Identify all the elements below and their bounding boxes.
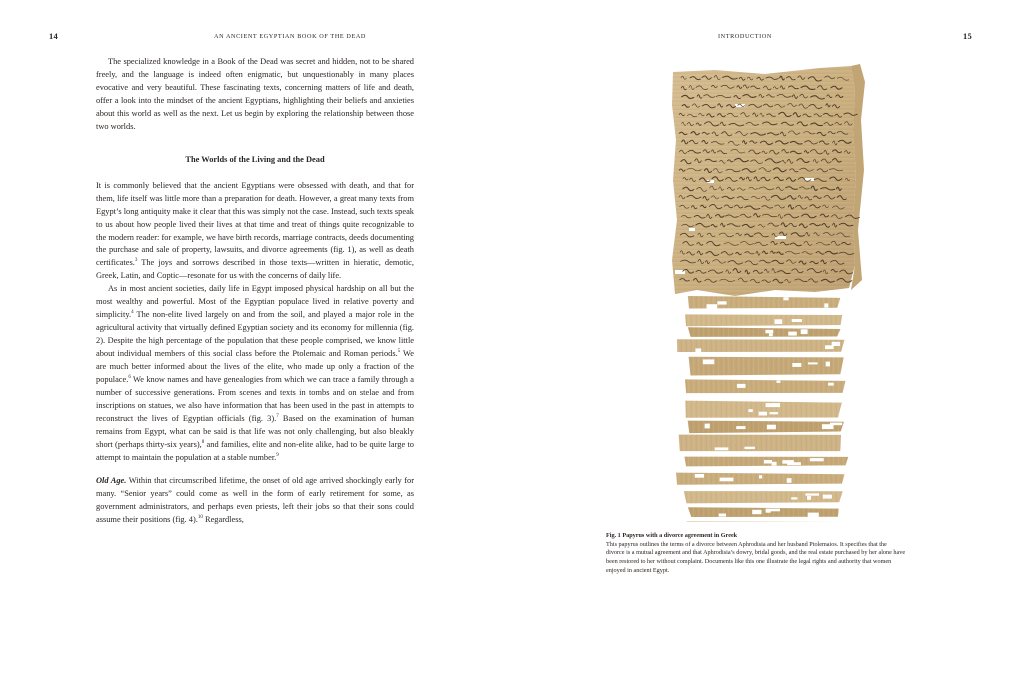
papyrus-hole <box>764 460 772 464</box>
papyrus-hole <box>822 424 834 429</box>
papyrus-hole <box>759 475 762 478</box>
body-text <box>96 56 414 527</box>
papyrus-hole <box>824 303 828 307</box>
footnote-ref[interactable]: 10 <box>197 514 203 520</box>
footnote-ref[interactable]: 6 <box>128 375 131 381</box>
papyrus-hole <box>703 359 715 364</box>
papyrus-hole <box>759 412 767 416</box>
footnote-ref[interactable]: 8 <box>201 439 205 445</box>
papyrus-hole <box>736 426 745 429</box>
papyrus-hole <box>719 514 726 517</box>
papyrus-hole <box>752 510 761 514</box>
paragraph-old-age: Old Age. Within that circumscribed lifetime, the onset of old age arrived shockingly early for many. “Senior years” could come as well in the form of early retirement for some, as government administrators, and perhaps even priests, left their jobs so that their sons could assume their positions (fig. 4).$^{10}$ Regardless, <box>96 475 414 524</box>
papyrus-hole <box>767 425 776 430</box>
papyrus-hole <box>748 409 752 412</box>
papyrus-fiber <box>688 421 844 434</box>
papyrus-hole <box>801 329 808 334</box>
running-head-left: AN ANCIENT EGYPTIAN BOOK OF THE DEAD <box>214 33 366 40</box>
papyrus-hole <box>775 319 783 324</box>
footnote-ref[interactable]: 7 <box>276 414 279 420</box>
figure-caption <box>606 532 906 576</box>
papyrus-hole <box>808 513 819 518</box>
running-head-right: INTRODUCTION <box>718 33 772 40</box>
papyrus-fiber <box>679 435 841 452</box>
papyrus-hole <box>823 495 832 499</box>
papyrus-hole <box>805 493 819 495</box>
papyrus-fiber <box>677 339 845 352</box>
papyrus-hole <box>695 348 701 352</box>
section-heading: The Worlds of the Living and the Dead <box>185 154 325 164</box>
papyrus-fiber <box>685 379 846 393</box>
papyrus-hole <box>705 424 710 429</box>
papyrus-hole <box>791 497 797 499</box>
papyrus-hole <box>745 447 755 449</box>
papyrus-hole <box>787 478 792 483</box>
paragraph-worlds: It is commonly believed that the ancient Egyptians were obsessed with death, and that for them, life itself was little more than a preparation for death. However, a great many texts from Egypt’s long antiquity make it clear that this was simply not the case. Instead, such texts speak to us about how people lived their lives at that time and treat of things quite recognizable to the modern reader: for example, we have birth records, marriage contracts, deeds documenting the purchase and sale of property, lawsuits, and divorce agreements (fig. 1), as well as death certificates.$^3$ The joys and sorrows described in those texts—written in hieratic, demotic, Greek, Latin, and Coptic—resonate for us with the concerns of daily life. <box>96 180 414 281</box>
papyrus-fiber <box>685 314 842 326</box>
papyrus-hole <box>766 403 781 407</box>
papyrus-hole <box>792 319 802 322</box>
papyrus-image <box>655 60 870 522</box>
footnote-ref[interactable]: 9 <box>276 452 279 458</box>
papyrus-hole <box>770 412 779 414</box>
papyrus-hole <box>765 330 773 334</box>
papyrus-hole <box>715 447 729 450</box>
footnote-ref[interactable]: 5 <box>397 349 401 355</box>
papyrus-hole <box>808 362 818 364</box>
papyrus-hole <box>807 496 811 500</box>
papyrus-fiber <box>687 522 840 523</box>
paragraph-daily-life: As in most ancient societies, daily life in Egypt imposed physical hardship on all but the most wealthy and powerful. Most of the Egyptian populace lived in relative poverty and simplicity.$^4$ The non-elite lived largely on and from the soil, and played a major role in the agricultural activity that virtually defined Egyptian society and its economy for millennia (fig. 2). Despite the high percentage of the population that these people comprised, we know little about individual members of this social class before the Ptolemaic and Roman periods.$^5$ We are much better informed about the lives of the elite, who made up only a fraction of the populace.$^6$ We know names and have genealogies from which we can trace a family through a number of successive generations. From scenes and texts in tombs and on stelae and from inscriptions on statues, we also have information that has been used in the past in attempts to reconstruct the lives of Egyptian officials (fig. 3).$^7$ Based on the examination of human remains from Egypt, what can be said is that life was not only challenging, but also bleakly short (perhaps thirty-six years),$^8$ and families, elite and non-elite alike, had to be quite large to attempt to maintain the population at a stable number.$^9$ <box>96 284 414 462</box>
papyrus-hole <box>717 301 726 304</box>
footnote-ref[interactable]: 4 <box>131 310 134 316</box>
footnote-ref[interactable]: 3 <box>134 258 138 264</box>
papyrus-hole <box>695 474 704 478</box>
papyrus-hole <box>832 342 841 346</box>
run-in-heading: Old Age. <box>96 475 127 485</box>
papyrus-hole <box>783 297 788 300</box>
papyrus-hole <box>828 383 834 386</box>
page-number-left: 14 <box>49 31 58 41</box>
papyrus-hole <box>772 462 777 466</box>
papyrus-hole <box>766 511 771 513</box>
papyrus-hole <box>720 478 734 482</box>
papyrus-hole <box>707 304 718 309</box>
papyrus-hole <box>769 333 773 336</box>
page-number-right: 15 <box>963 31 972 41</box>
papyrus-fiber <box>688 327 841 337</box>
papyrus-hole <box>826 362 830 367</box>
papyrus-hole <box>788 332 797 336</box>
caption-text: This papyrus outlines the terms of a divorce between Aphrodisia and her husband Ptolemaios. It specifies that the divorce is a mutual agreement and that Aphrodisia’s dowry, bridal goods, and the real estate purchased by her alone have been restored to her without complaint. Documents like this one illustrate the legal rights and authority that women enjoyed in ancient Egypt. <box>606 540 906 574</box>
papyrus-hole <box>777 381 781 383</box>
papyrus-hole <box>792 363 801 367</box>
papyrus-fiber <box>684 491 843 503</box>
right-page <box>510 0 1020 675</box>
papyrus-hole <box>737 384 746 388</box>
papyrus-hole <box>810 458 824 461</box>
paragraph-intro: The specialized knowledge in a Book of the Dead was secret and hidden, not to be shared freely, and the language is indeed often enigmatic, but unquestionably in many places evocative and very beautiful. These fascinating texts, concerning matters of life and death, offer a look into the mindset of the ancient Egyptians, highlighting their beliefs and anxieties about this world as well as the next. Let us begin by exploring the relationship between those two worlds. <box>96 57 414 131</box>
caption-title: Fig. 1 Papyrus with a divorce agreement in Greek <box>606 532 738 539</box>
papyrus-hole <box>782 460 794 464</box>
